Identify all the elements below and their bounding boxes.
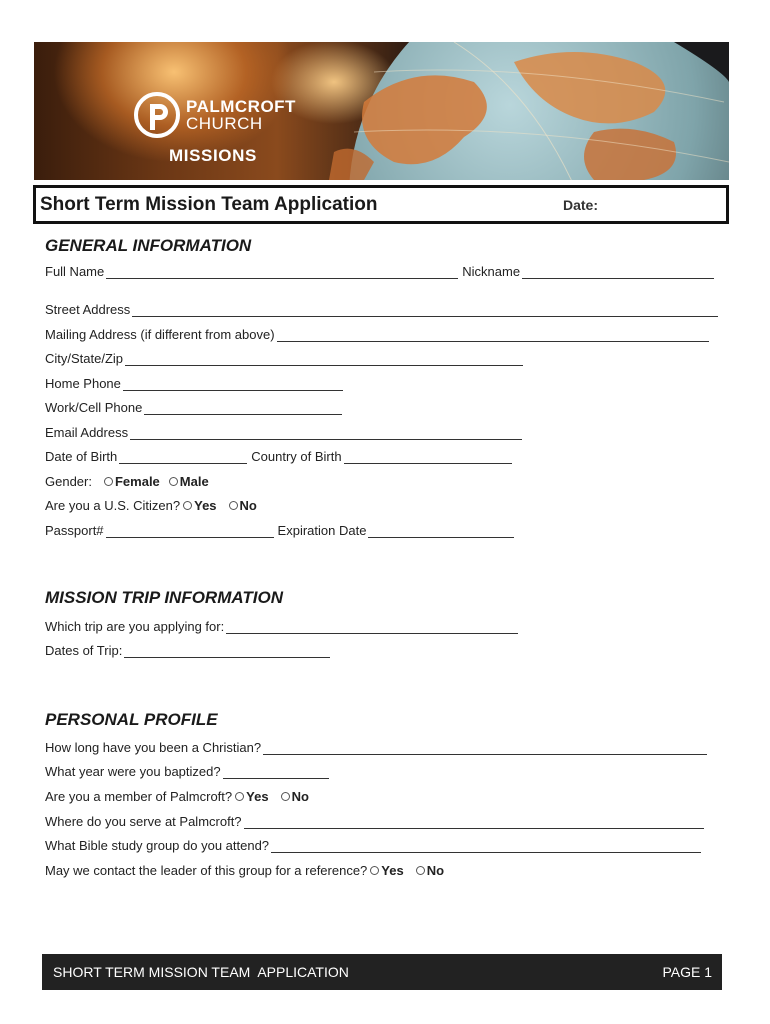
page-title: Short Term Mission Team Application — [40, 193, 378, 215]
row-bible-group — [45, 838, 705, 853]
work-phone-label: Work/Cell Phone — [45, 400, 143, 415]
christian-field[interactable] — [263, 743, 707, 755]
contact-yes-radio[interactable] — [370, 863, 403, 878]
home-phone-field[interactable] — [123, 379, 343, 391]
radio-circle-icon — [183, 501, 192, 510]
mailing-label: Mailing Address (if different from above) — [45, 327, 275, 342]
radio-circle-icon — [416, 866, 425, 875]
no-label: No — [291, 789, 309, 804]
citizen-yes-radio[interactable] — [183, 498, 216, 513]
yes-label: Yes — [246, 789, 269, 804]
row-work-phone — [45, 400, 346, 415]
row-citizen — [45, 498, 263, 513]
title-box — [33, 185, 729, 224]
palmcroft-p-icon — [134, 92, 180, 138]
city-field[interactable] — [125, 354, 523, 366]
full-name-field[interactable] — [106, 267, 458, 279]
nickname-label: Nickname — [462, 264, 521, 279]
footer-title: SHORT TERM MISSION TEAM APPLICATION — [53, 964, 349, 980]
page-footer — [42, 954, 722, 990]
radio-circle-icon — [169, 477, 178, 486]
gender-female-radio[interactable] — [104, 474, 160, 489]
row-trip-dates — [45, 643, 334, 658]
gender-male-radio[interactable] — [169, 474, 209, 489]
personal-profile-heading: PERSONAL PROFILE — [45, 710, 218, 729]
radio-circle-icon — [229, 501, 238, 510]
expiration-field[interactable] — [368, 526, 514, 538]
trip-dates-label: Dates of Trip: — [45, 643, 123, 658]
date-label: Date: — [563, 197, 599, 213]
street-label: Street Address — [45, 302, 131, 317]
male-label: Male — [179, 474, 209, 489]
row-contact-leader — [45, 863, 450, 878]
female-label: Female — [114, 474, 160, 489]
logo-name: PALMCROFT — [186, 97, 296, 116]
contact-no-radio[interactable] — [416, 863, 444, 878]
row-home-phone — [45, 376, 347, 391]
yes-label: Yes — [381, 863, 404, 878]
bible-group-label: What Bible study group do you attend? — [45, 838, 270, 853]
mailing-field[interactable] — [277, 330, 709, 342]
member-yes-radio[interactable] — [235, 789, 268, 804]
trip-info-heading: MISSION TRIP INFORMATION — [45, 588, 283, 607]
row-street — [45, 302, 722, 317]
row-city — [45, 351, 527, 366]
dob-field[interactable] — [119, 452, 247, 464]
gender-label: Gender: — [45, 474, 92, 489]
no-label: No — [239, 498, 257, 513]
full-name-label: Full Name — [45, 264, 105, 279]
passport-label: Passport# — [45, 523, 104, 538]
street-field[interactable] — [132, 305, 718, 317]
church-logo — [134, 92, 296, 138]
serve-label: Where do you serve at Palmcroft? — [45, 814, 242, 829]
country-label: Country of Birth — [251, 449, 342, 464]
which-trip-field[interactable] — [226, 622, 518, 634]
page-number: PAGE 1 — [662, 964, 712, 980]
member-label: Are you a member of Palmcroft? — [45, 789, 233, 804]
radio-circle-icon — [235, 792, 244, 801]
row-gender — [45, 474, 215, 489]
citizen-label: Are you a U.S. Citizen? — [45, 498, 181, 513]
row-mailing — [45, 327, 713, 342]
header-banner — [34, 42, 729, 180]
row-passport — [45, 523, 518, 538]
radio-circle-icon — [281, 792, 290, 801]
email-field[interactable] — [130, 428, 522, 440]
citizen-no-radio[interactable] — [229, 498, 257, 513]
trip-dates-field[interactable] — [124, 646, 330, 658]
row-member — [45, 789, 315, 804]
row-christian — [45, 740, 711, 755]
member-no-radio[interactable] — [281, 789, 309, 804]
radio-circle-icon — [370, 866, 379, 875]
country-field[interactable] — [344, 452, 512, 464]
row-which-trip — [45, 619, 522, 634]
no-label: No — [426, 863, 445, 878]
row-baptized — [45, 764, 333, 779]
home-phone-label: Home Phone — [45, 376, 121, 391]
general-info-heading: GENERAL INFORMATION — [45, 236, 252, 255]
expiration-label: Expiration Date — [277, 523, 367, 538]
work-phone-field[interactable] — [144, 403, 342, 415]
which-trip-label: Which trip are you applying for: — [45, 619, 225, 634]
baptized-field[interactable] — [223, 767, 329, 779]
row-serve — [45, 814, 708, 829]
logo-church: CHURCH — [186, 114, 263, 133]
yes-label: Yes — [194, 498, 217, 513]
baptized-label: What year were you baptized? — [45, 764, 221, 779]
contact-leader-label: May we contact the leader of this group for a reference? — [45, 863, 368, 878]
logo-missions: MISSIONS — [169, 146, 257, 165]
dob-label: Date of Birth — [45, 449, 118, 464]
row-email — [45, 425, 526, 440]
passport-field[interactable] — [106, 526, 274, 538]
row-full-name — [45, 264, 718, 279]
email-label: Email Address — [45, 425, 129, 440]
city-label: City/State/Zip — [45, 351, 124, 366]
serve-field[interactable] — [244, 817, 704, 829]
christian-label: How long have you been a Christian? — [45, 740, 262, 755]
row-dob — [45, 449, 516, 464]
bible-group-field[interactable] — [271, 841, 701, 853]
nickname-field[interactable] — [522, 267, 714, 279]
radio-circle-icon — [104, 477, 113, 486]
